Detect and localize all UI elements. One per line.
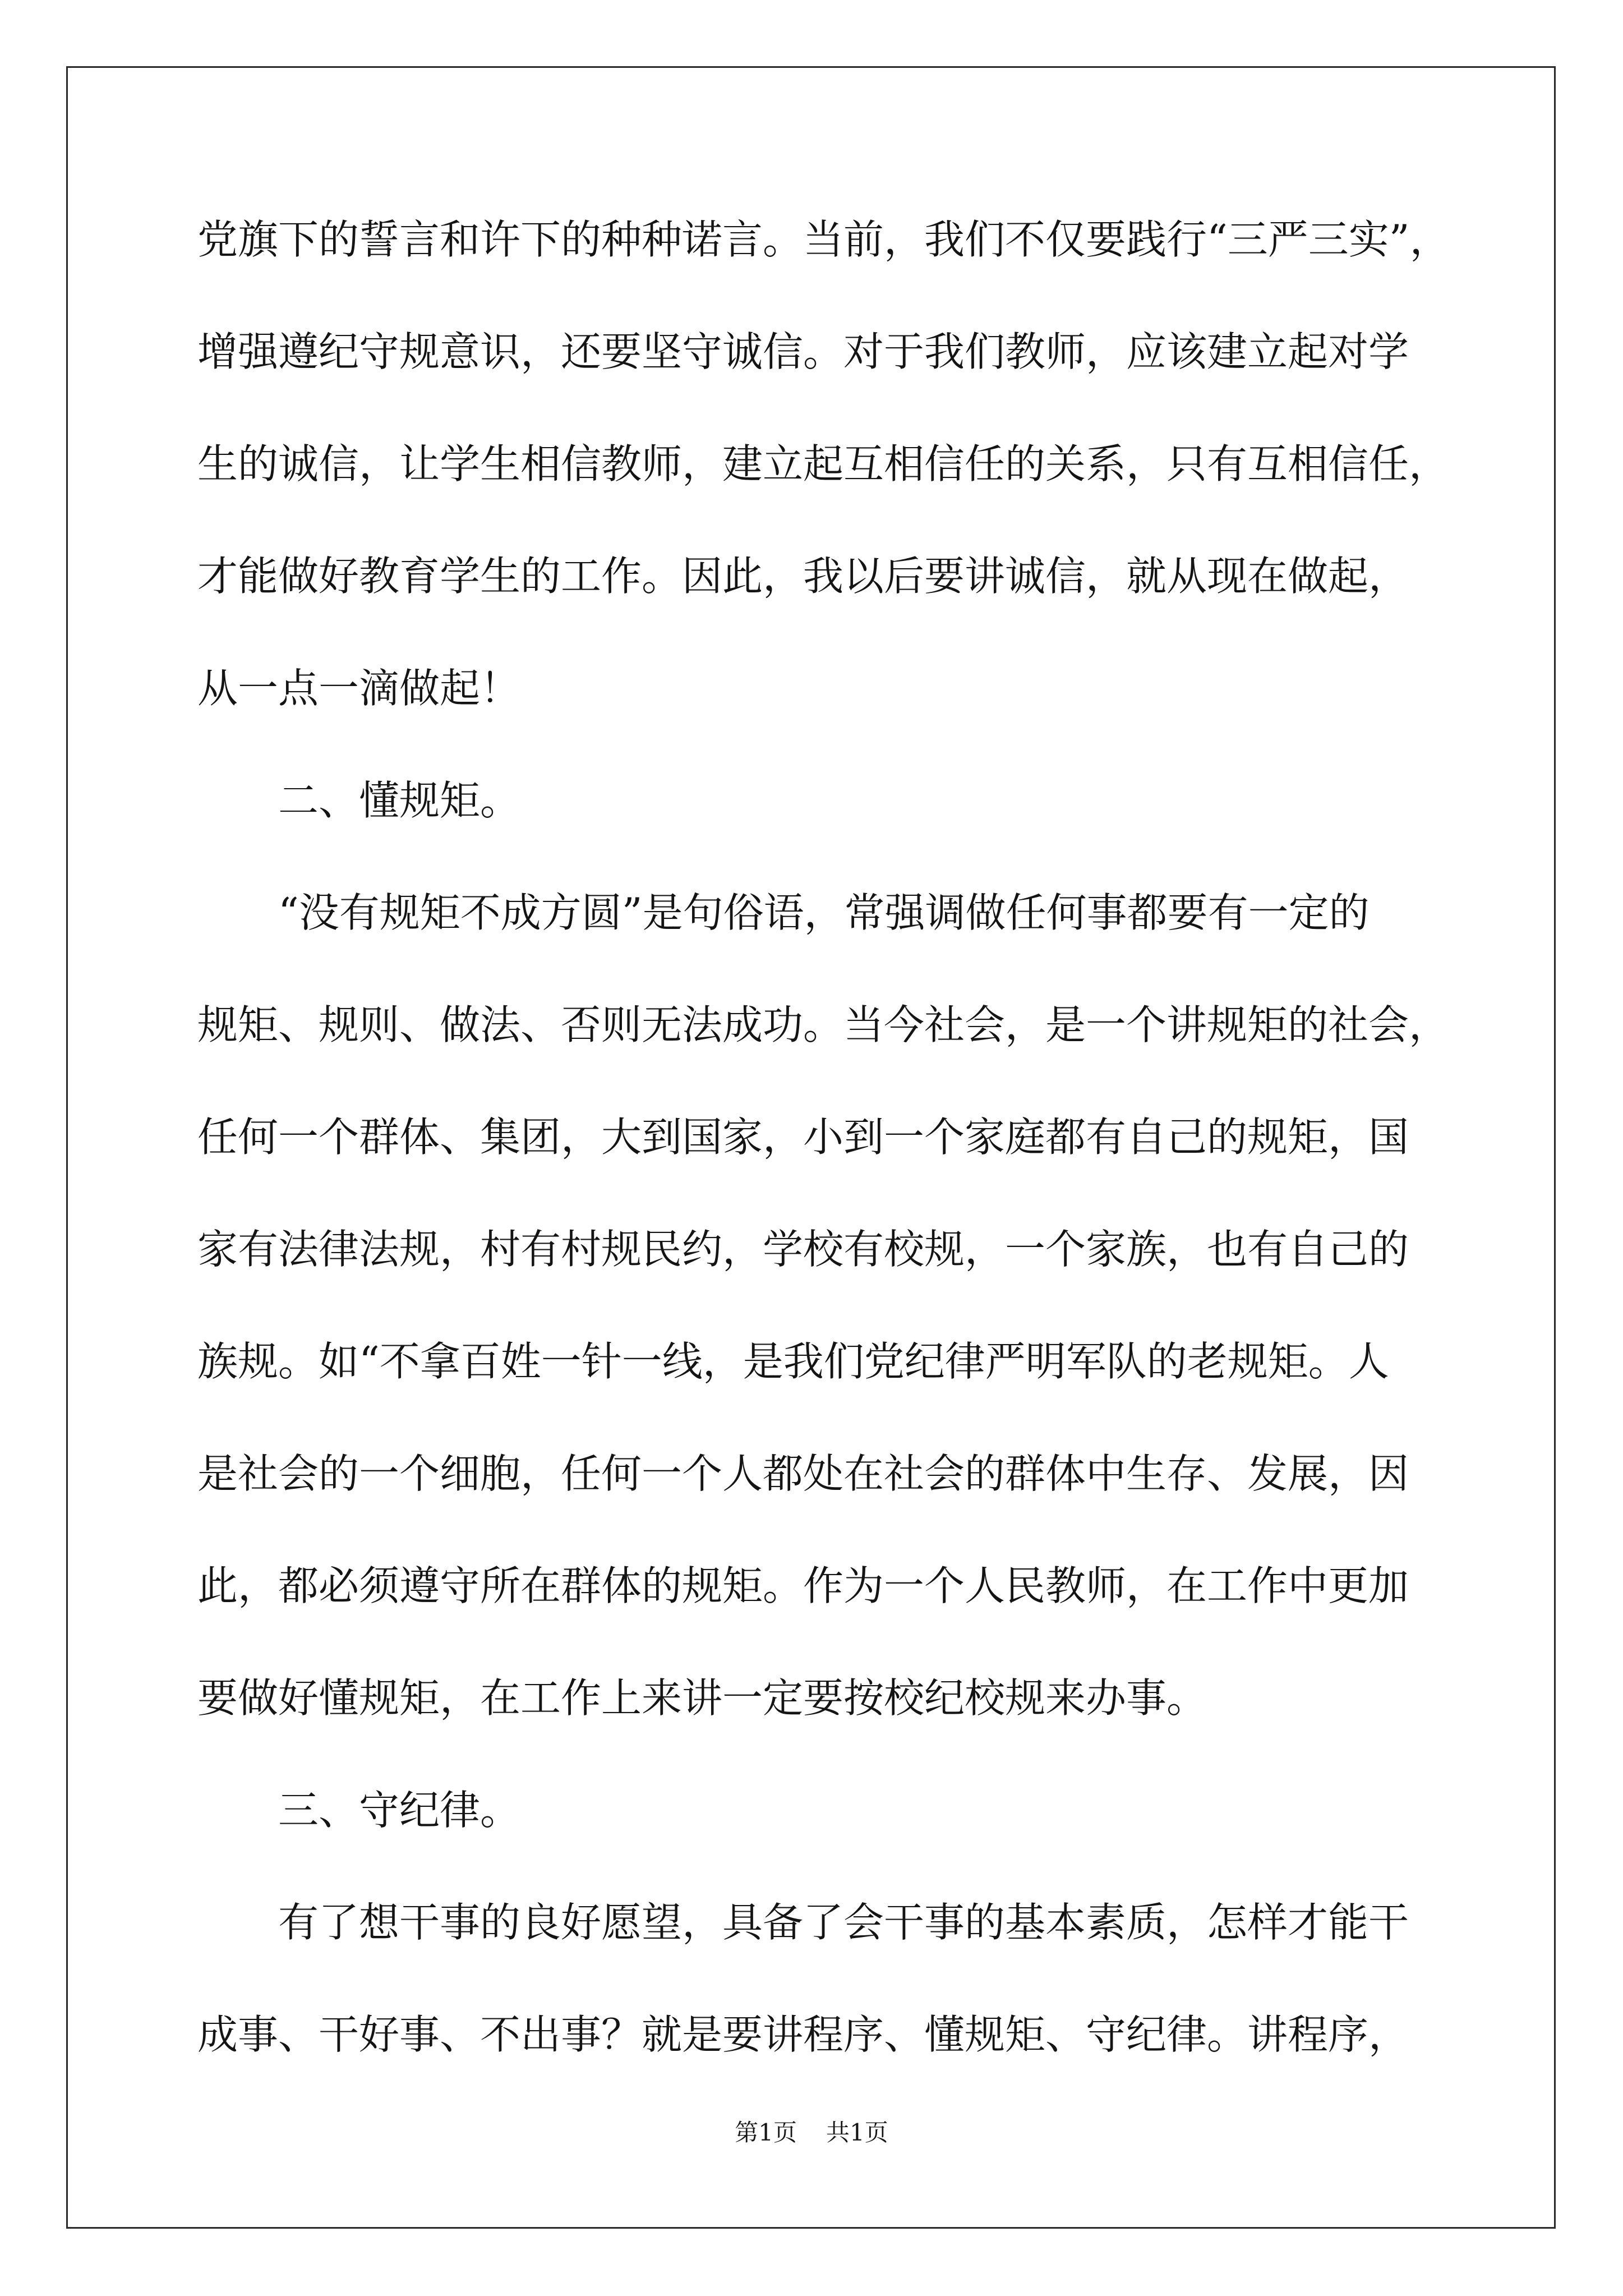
text-line: 任何一个群体、集团，大到国家，小到一个家庭都有自己的规矩，国 (197, 1114, 1409, 1161)
text-line: 要做好懂规矩，在工作上来讲一定要按校纪校规来办事。 (197, 1674, 1207, 1722)
text-line: 生的诚信，让学生相信教师，建立起互相信任的关系，只有互相信任， (197, 440, 1450, 487)
text-line: 家有法律法规，村有村规民约，学校有校规，一个家族，也有自己的 (197, 1226, 1409, 1273)
text-line: 从一点一滴做起！ (197, 665, 521, 712)
section-heading: 二、懂规矩。 (278, 777, 521, 824)
text-line: 族规。如“不拿百姓一针一线，是我们党纪律严明军队的老规矩。人 (197, 1338, 1389, 1385)
text-line: 此，都必须遵守所在群体的规矩。作为一个人民教师，在工作中更加 (197, 1562, 1409, 1609)
page-number: 第1页 (735, 2119, 797, 2146)
section-heading: 三、守纪律。 (278, 1787, 521, 1834)
text-line: 才能做好教育学生的工作。因此，我以后要讲诚信，就从现在做起， (197, 553, 1409, 600)
text-line: 成事、干好事、不出事？就是要讲程序、懂规矩、守纪律。讲程序， (197, 2011, 1409, 2058)
page-footer (0, 2116, 1623, 2150)
text-line: 增强遵纪守规意识，还要坚守诚信。对于我们教师，应该建立起对学 (197, 328, 1409, 375)
text-line: 有了想干事的良好愿望，具备了会干事的基本素质，怎样才能干 (278, 1899, 1409, 1946)
page-total: 共1页 (826, 2119, 888, 2146)
text-line: 党旗下的誓言和许下的种种诺言。当前，我们不仅要践行“三严三实”， (197, 216, 1450, 263)
text-line: “没有规矩不成方圆”是句俗语，常强调做任何事都要有一定的 (278, 889, 1370, 936)
text-line: 是社会的一个细胞，任何一个人都处在社会的群体中生存、发展，因 (197, 1450, 1409, 1497)
text-line: 规矩、规则、做法、否则无法成功。当今社会，是一个讲规矩的社会， (197, 1001, 1450, 1048)
